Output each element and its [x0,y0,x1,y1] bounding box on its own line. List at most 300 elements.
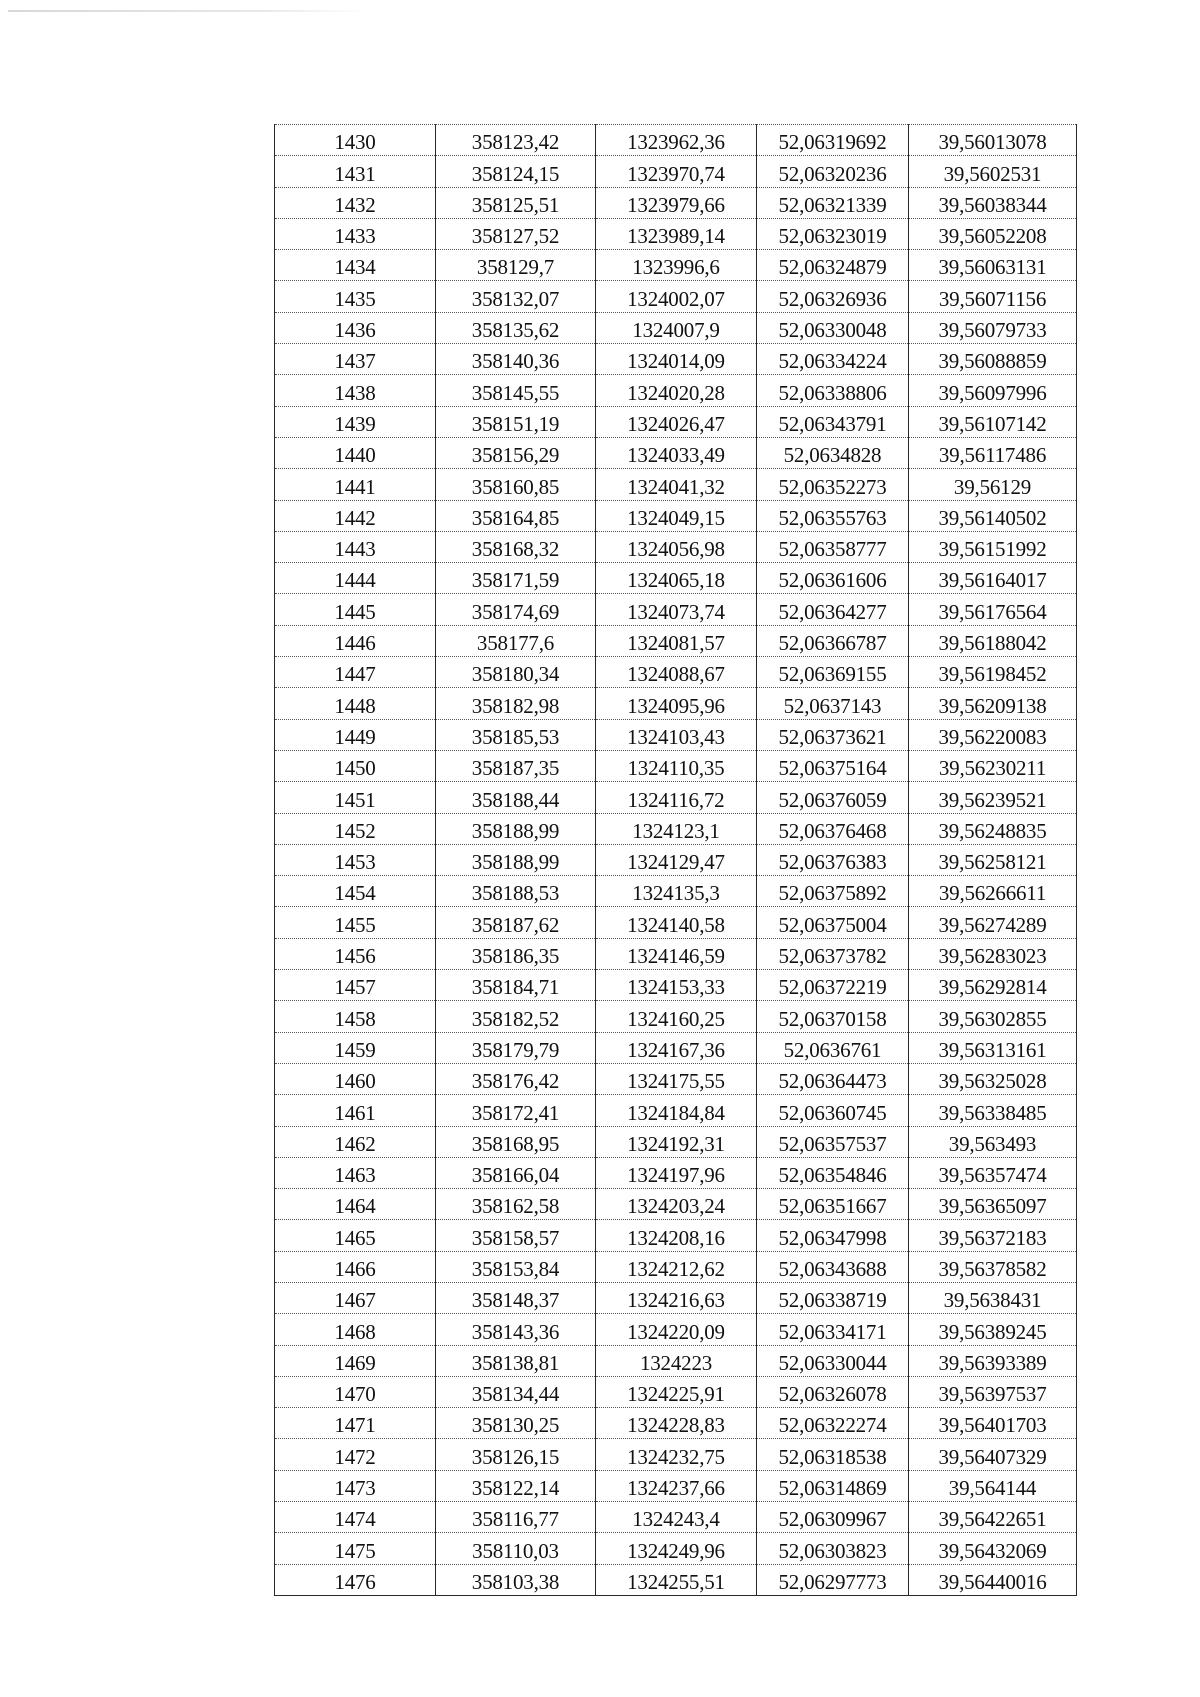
table-cell-longitude [909,594,1077,625]
cell-value: 1464 [334,1194,376,1219]
cell-value: 39,56365097 [938,1194,1047,1219]
cell-value: 39,563493 [948,1131,1037,1156]
table-cell-latitude [757,876,909,907]
table-cell-longitude [909,469,1077,500]
table-row [275,1126,1077,1157]
table-cell-latitude [757,375,909,406]
cell-value: 358151,19 [471,411,560,436]
table-row [275,1001,1077,1032]
table-cell-coord-x [436,531,596,562]
cell-value: 39,56397537 [938,1382,1047,1407]
cell-value: 39,56176564 [938,599,1047,624]
cell-value: 1324049,15 [627,505,725,530]
cell-value: 1324014,09 [627,349,725,374]
cell-value: 358188,99 [471,818,560,843]
cell-value: 358182,98 [471,693,560,718]
cell-value: 1324197,96 [627,1163,725,1188]
table-cell-point-number [275,1314,436,1345]
table-cell-coord-y [596,500,757,531]
cell-value: 39,56302855 [938,1006,1047,1031]
cell-value: 52,06303823 [778,1538,887,1563]
cell-value: 52,06309967 [778,1507,887,1532]
cell-value: 358110,03 [472,1538,559,1563]
cell-value: 52,06369155 [778,662,887,687]
table-cell-longitude [909,156,1077,187]
cell-value: 52,06375164 [778,756,887,781]
cell-value: 1323962,36 [627,130,725,155]
cell-value: 1457 [334,975,376,1000]
table-row [275,469,1077,500]
table-row [275,563,1077,594]
table-cell-point-number [275,1032,436,1063]
cell-value: 52,06338806 [778,380,887,405]
table-cell-point-number [275,1157,436,1188]
cell-value: 1438 [334,380,376,405]
cell-value: 52,06373621 [778,724,887,749]
coordinates-table-container [274,124,1076,1596]
table-cell-coord-y [596,1439,757,1470]
cell-value: 39,56407329 [938,1444,1047,1469]
table-cell-point-number [275,1345,436,1376]
table-cell-coord-x [436,250,596,281]
table-cell-latitude [757,907,909,938]
table-row [275,1095,1077,1126]
cell-value: 52,0634828 [783,443,882,468]
cell-value: 1443 [334,537,376,562]
table-cell-coord-y [596,1345,757,1376]
table-cell-coord-y [596,1376,757,1407]
cell-value: 1465 [334,1225,376,1250]
cell-value: 52,06364473 [778,1069,887,1094]
table-cell-coord-y [596,1095,757,1126]
table-cell-longitude [909,187,1077,218]
table-cell-point-number [275,688,436,719]
table-cell-longitude [909,970,1077,1001]
table-cell-longitude [909,218,1077,249]
table-cell-point-number [275,1376,436,1407]
table-cell-coord-x [436,1345,596,1376]
table-cell-latitude [757,970,909,1001]
table-cell-coord-x [436,312,596,343]
cell-value: 358188,53 [471,881,560,906]
cell-value: 1463 [334,1163,376,1188]
table-cell-longitude [909,250,1077,281]
cell-value: 1324160,25 [627,1006,725,1031]
cell-value: 1324026,47 [627,411,725,436]
cell-value: 1324033,49 [627,443,725,468]
cell-value: 358116,77 [472,1507,559,1532]
table-cell-longitude [909,1408,1077,1439]
cell-value: 1324192,31 [627,1131,725,1156]
cell-value: 39,56151992 [938,537,1047,562]
cell-value: 1439 [334,411,376,436]
cell-value: 358122,14 [471,1476,560,1501]
cell-value: 1324081,57 [627,631,725,656]
cell-value: 358148,37 [471,1288,560,1313]
table-cell-point-number [275,1189,436,1220]
table-cell-latitude [757,156,909,187]
cell-value: 1324225,91 [627,1382,725,1407]
table-cell-longitude [909,1251,1077,1282]
table-cell-coord-x [436,1032,596,1063]
table-row [275,500,1077,531]
table-cell-coord-x [436,1408,596,1439]
table-cell-coord-x [436,218,596,249]
cell-value: 358187,35 [471,756,560,781]
table-cell-longitude [909,125,1077,156]
cell-value: 358123,42 [471,130,560,155]
cell-value: 1441 [334,474,376,499]
cell-value: 1324203,24 [627,1194,725,1219]
table-cell-coord-y [596,938,757,969]
table-cell-point-number [275,156,436,187]
cell-value: 358145,55 [471,380,560,405]
cell-value: 39,56198452 [938,662,1047,687]
table-cell-coord-x [436,1001,596,1032]
cell-value: 39,56325028 [938,1069,1047,1094]
cell-value: 1324216,63 [627,1288,725,1313]
cell-value: 39,56079733 [938,318,1047,343]
table-cell-point-number [275,907,436,938]
table-cell-point-number [275,437,436,468]
table-cell-latitude [757,250,909,281]
cell-value: 39,56313161 [938,1037,1047,1062]
table-cell-point-number [275,782,436,813]
table-cell-coord-y [596,125,757,156]
table-cell-coord-y [596,657,757,688]
cell-value: 1324208,16 [627,1225,725,1250]
table-cell-coord-x [436,281,596,312]
table-cell-latitude [757,1157,909,1188]
cell-value: 1467 [334,1288,376,1313]
cell-value: 39,56274289 [938,912,1047,937]
cell-value: 358180,34 [471,662,560,687]
table-row [275,1408,1077,1439]
table-cell-latitude [757,844,909,875]
table-row [275,531,1077,562]
table-cell-coord-y [596,844,757,875]
cell-value: 39,56209138 [938,693,1047,718]
table-cell-coord-y [596,312,757,343]
table-cell-longitude [909,1095,1077,1126]
cell-value: 358168,32 [471,537,560,562]
table-cell-coord-x [436,500,596,531]
cell-value: 1440 [334,443,376,468]
cell-value: 1323979,66 [627,192,725,217]
cell-value: 52,06347998 [778,1225,887,1250]
table-cell-coord-y [596,1408,757,1439]
table-cell-coord-y [596,1533,757,1564]
table-cell-point-number [275,281,436,312]
cell-value: 1449 [334,724,376,749]
table-cell-latitude [757,1439,909,1470]
table-cell-coord-y [596,344,757,375]
table-cell-coord-y [596,594,757,625]
table-cell-coord-x [436,625,596,656]
table-cell-longitude [909,375,1077,406]
table-row [275,1032,1077,1063]
table-row [275,1189,1077,1220]
table-row [275,625,1077,656]
table-cell-point-number [275,625,436,656]
cell-value: 358134,44 [471,1382,560,1407]
table-cell-coord-x [436,907,596,938]
cell-value: 39,56266611 [938,881,1047,906]
cell-value: 358124,15 [471,161,560,186]
cell-value: 39,56248835 [938,818,1047,843]
table-cell-point-number [275,250,436,281]
cell-value: 1460 [334,1069,376,1094]
scan-edge-mark [8,10,368,12]
cell-value: 358125,51 [471,192,560,217]
table-cell-coord-y [596,1564,757,1595]
table-cell-point-number [275,563,436,594]
table-cell-coord-y [596,1063,757,1094]
cell-value: 39,56239521 [938,787,1047,812]
cell-value: 358129,7 [476,255,555,280]
table-cell-longitude [909,1063,1077,1094]
cell-value: 52,0637143 [783,693,882,718]
cell-value: 1324088,67 [627,662,725,687]
cell-value: 1324056,98 [627,537,725,562]
table-cell-coord-y [596,970,757,1001]
table-cell-latitude [757,500,909,531]
cell-value: 1455 [334,912,376,937]
table-row [275,1376,1077,1407]
cell-value: 52,06319692 [778,130,887,155]
cell-value: 52,06338719 [778,1288,887,1313]
cell-value: 52,06375004 [778,912,887,937]
cell-value: 358130,25 [471,1413,560,1438]
table-cell-latitude [757,563,909,594]
table-cell-point-number [275,125,436,156]
table-cell-longitude [909,344,1077,375]
cell-value: 358182,52 [471,1006,560,1031]
cell-value: 52,06357537 [778,1131,887,1156]
cell-value: 1324212,62 [627,1256,725,1281]
table-cell-coord-x [436,156,596,187]
cell-value: 39,56188042 [938,631,1047,656]
table-cell-longitude [909,1220,1077,1251]
table-cell-point-number [275,1502,436,1533]
table-cell-longitude [909,844,1077,875]
table-cell-point-number [275,1220,436,1251]
table-cell-coord-y [596,281,757,312]
table-cell-latitude [757,1282,909,1313]
cell-value: 1324243,4 [632,1507,720,1532]
table-row [275,1282,1077,1313]
cell-value: 52,06320236 [778,161,887,186]
cell-value: 52,06314869 [778,1476,887,1501]
table-cell-coord-x [436,1564,596,1595]
cell-value: 358187,62 [471,912,560,937]
table-cell-latitude [757,531,909,562]
table-cell-point-number [275,750,436,781]
table-row [275,1063,1077,1094]
table-cell-latitude [757,1251,909,1282]
table-cell-point-number [275,1470,436,1501]
table-row [275,750,1077,781]
cell-value: 1324146,59 [627,944,725,969]
table-cell-longitude [909,1439,1077,1470]
table-cell-longitude [909,1470,1077,1501]
cell-value: 52,06352273 [778,474,887,499]
cell-value: 52,06323019 [778,224,887,249]
table-cell-coord-x [436,782,596,813]
table-cell-coord-x [436,1220,596,1251]
cell-value: 1324116,72 [627,787,725,812]
cell-value: 358168,95 [471,1131,560,1156]
cell-value: 1324175,55 [627,1069,725,1094]
table-cell-longitude [909,563,1077,594]
cell-value: 1324103,43 [627,724,725,749]
table-cell-latitude [757,594,909,625]
table-cell-latitude [757,469,909,500]
table-cell-coord-x [436,657,596,688]
cell-value: 1474 [334,1507,376,1532]
cell-value: 39,56164017 [938,568,1047,593]
cell-value: 52,06355763 [778,505,887,530]
cell-value: 39,56422651 [938,1507,1047,1532]
cell-value: 52,06366787 [778,631,887,656]
cell-value: 39,56097996 [938,380,1047,405]
cell-value: 1430 [334,130,376,155]
cell-value: 39,56378582 [938,1256,1047,1281]
cell-value: 358132,07 [471,286,560,311]
cell-value: 1452 [334,818,376,843]
table-cell-coord-x [436,125,596,156]
cell-value: 1324135,3 [632,881,720,906]
cell-value: 39,56052208 [938,224,1047,249]
cell-value: 39,56357474 [938,1163,1047,1188]
table-row [275,1314,1077,1345]
table-cell-latitude [757,1095,909,1126]
table-cell-point-number [275,1095,436,1126]
cell-value: 39,56401703 [938,1413,1047,1438]
table-cell-point-number [275,469,436,500]
table-cell-coord-y [596,1001,757,1032]
cell-value: 1324223 [639,1350,713,1375]
cell-value: 358135,62 [471,318,560,343]
cell-value: 52,06364277 [778,599,887,624]
table-cell-longitude [909,876,1077,907]
table-cell-longitude [909,1533,1077,1564]
table-cell-coord-x [436,594,596,625]
table-row [275,688,1077,719]
cell-value: 1324095,96 [627,693,725,718]
cell-value: 1471 [334,1413,376,1438]
table-cell-longitude [909,1345,1077,1376]
cell-value: 52,06326078 [778,1382,887,1407]
table-cell-point-number [275,1439,436,1470]
table-row [275,187,1077,218]
table-cell-coord-y [596,1220,757,1251]
table-cell-longitude [909,406,1077,437]
table-cell-coord-y [596,907,757,938]
table-cell-point-number [275,813,436,844]
table-cell-point-number [275,1408,436,1439]
cell-value: 358140,36 [471,349,560,374]
table-cell-point-number [275,1126,436,1157]
cell-value: 1475 [334,1538,376,1563]
cell-value: 52,06376383 [778,850,887,875]
cell-value: 39,56117486 [938,443,1047,468]
table-cell-coord-y [596,1502,757,1533]
table-cell-latitude [757,688,909,719]
cell-value: 1461 [334,1100,376,1125]
cell-value: 39,56088859 [938,349,1047,374]
cell-value: 52,06376468 [778,818,887,843]
cell-value: 1472 [334,1444,376,1469]
table-cell-latitude [757,813,909,844]
table-cell-latitude [757,281,909,312]
cell-value: 358172,41 [471,1100,560,1125]
table-cell-coord-x [436,813,596,844]
table-cell-coord-y [596,531,757,562]
cell-value: 39,56038344 [938,192,1047,217]
cell-value: 52,06334171 [778,1319,887,1344]
cell-value: 52,06318538 [778,1444,887,1469]
cell-value: 1324232,75 [627,1444,725,1469]
table-cell-latitude [757,437,909,468]
table-cell-longitude [909,625,1077,656]
cell-value: 1459 [334,1037,376,1062]
cell-value: 52,06372219 [778,975,887,1000]
cell-value: 1324153,33 [627,975,725,1000]
table-cell-longitude [909,1502,1077,1533]
cell-value: 1323996,6 [632,255,720,280]
cell-value: 1446 [334,631,376,656]
table-cell-coord-y [596,1157,757,1188]
cell-value: 358153,84 [471,1256,560,1281]
cell-value: 358164,85 [471,505,560,530]
table-cell-latitude [757,1001,909,1032]
table-cell-coord-y [596,156,757,187]
table-cell-point-number [275,312,436,343]
cell-value: 52,06324879 [778,255,887,280]
cell-value: 1324220,09 [627,1319,725,1344]
cell-value: 39,564144 [948,1476,1037,1501]
table-cell-latitude [757,1220,909,1251]
table-cell-coord-y [596,1189,757,1220]
cell-value: 358162,58 [471,1194,560,1219]
cell-value: 358103,38 [471,1569,560,1594]
cell-value: 1473 [334,1476,376,1501]
table-row [275,1470,1077,1501]
table-cell-latitude [757,1032,909,1063]
table-cell-coord-x [436,344,596,375]
cell-value: 1324228,83 [627,1413,725,1438]
cell-value: 1324007,9 [632,318,720,343]
table-cell-latitude [757,1189,909,1220]
cell-value: 52,06351667 [778,1194,887,1219]
table-row [275,250,1077,281]
cell-value: 1434 [334,255,376,280]
table-cell-longitude [909,782,1077,813]
table-cell-latitude [757,1126,909,1157]
table-cell-longitude [909,1314,1077,1345]
cell-value: 52,06334224 [778,349,887,374]
cell-value: 52,06343688 [778,1256,887,1281]
table-cell-coord-x [436,1063,596,1094]
table-row [275,1533,1077,1564]
table-cell-point-number [275,594,436,625]
table-cell-point-number [275,500,436,531]
table-cell-coord-x [436,1251,596,1282]
table-cell-point-number [275,375,436,406]
table-cell-point-number [275,187,436,218]
cell-value: 1450 [334,756,376,781]
